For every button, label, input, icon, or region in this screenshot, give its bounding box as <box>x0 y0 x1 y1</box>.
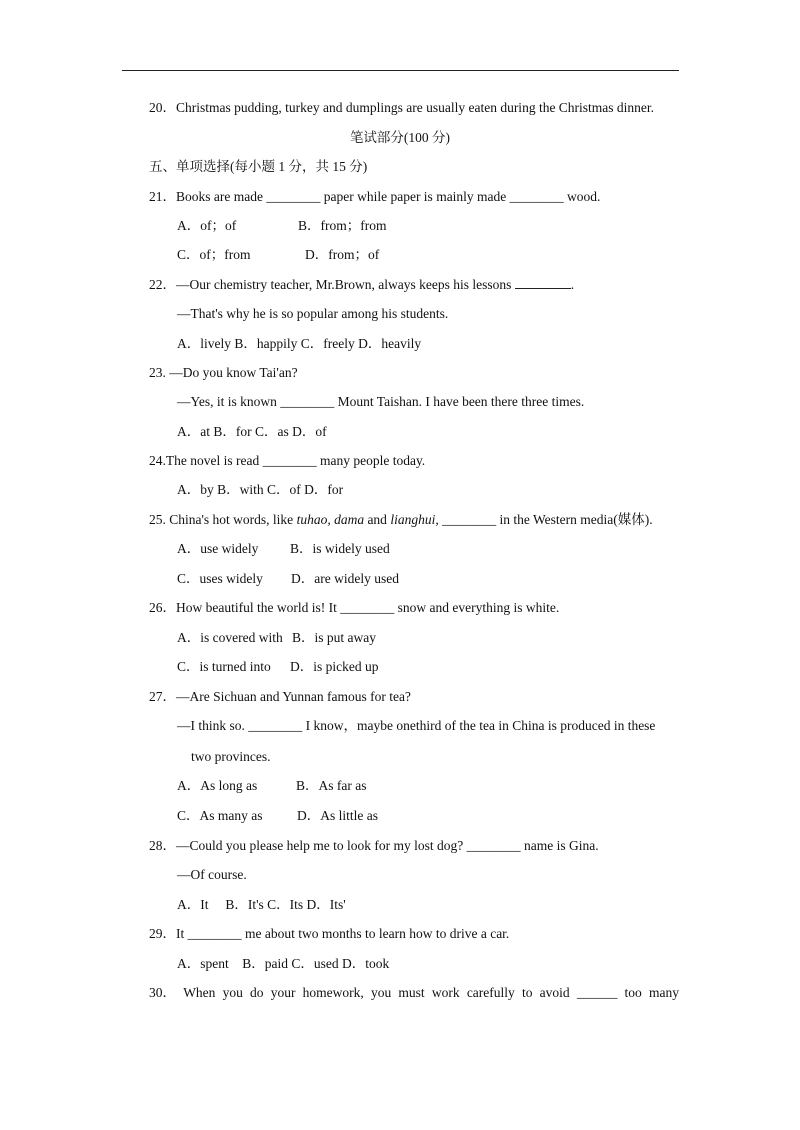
q21-option-c: C．of；from <box>177 247 251 262</box>
question-24: 24.The novel is read ________ many people today. <box>149 453 426 468</box>
question-29: 29．It ________ me about two months to learn how to drive a car. <box>149 926 510 941</box>
q28-line-2: —Of course. <box>177 867 247 882</box>
q28-options: A．It B．It's C．Its D．Its' <box>177 897 346 912</box>
q21-option-b: B．from；from <box>298 218 387 233</box>
question-23: 23. —Do you know Tai'an? <box>149 365 298 380</box>
q27-option-c: C．As many as <box>177 808 263 823</box>
q26-option-a: A．is covered with <box>177 630 283 645</box>
q27-line-2: —I think so. ________ I know，maybe onethird of the tea in China is produced in these <box>177 718 656 733</box>
q29-options: A．spent B．paid C．used D．took <box>177 956 390 971</box>
q27-option-a: A．As long as <box>177 778 258 793</box>
q24-options: A．by B．with C．of D．for <box>177 482 344 497</box>
q27-line-3: two provinces. <box>191 749 271 764</box>
q23-line-2: —Yes, it is known ________ Mount Taishan. I have been there three times. <box>177 394 585 409</box>
q27-option-d: D．As little as <box>297 808 378 823</box>
q26-option-b: B．is put away <box>292 630 376 645</box>
question-25: 25. China's hot words, like tuhao, dama and lianghui, ________ in the Western media(媒体). <box>149 512 653 527</box>
q23-options: A．at B．for C．as D．of <box>177 424 327 439</box>
question-26: 26．How beautiful the world is! It ________ snow and everything is white. <box>149 600 560 615</box>
q21-option-a: A．of；of <box>177 218 237 233</box>
answer-blank <box>515 276 571 289</box>
q26-option-c: C．is turned into <box>177 659 271 674</box>
section-title: 笔试部分(100 分) <box>349 130 451 145</box>
q27-option-b: B．As far as <box>296 778 367 793</box>
q22-line-2: —That's why he is so popular among his students. <box>177 306 449 321</box>
header-rule <box>122 70 679 71</box>
q25-option-c: C．uses widely <box>177 571 263 586</box>
q25-option-b: B．is widely used <box>290 541 390 556</box>
question-20: 20．Christmas pudding, turkey and dumplings are usually eaten during the Christmas dinner. <box>149 100 655 115</box>
q21-option-d: D．from；of <box>305 247 380 262</box>
question-30: 30． When you do your homework, you must work carefully to avoid ______ too many <box>149 985 679 1000</box>
question-28: 28．—Could you please help me to look for my lost dog? ________ name is Gina. <box>149 838 599 853</box>
q25-option-a: A．use widely <box>177 541 259 556</box>
question-21: 21．Books are made ________ paper while paper is mainly made ________ wood. <box>149 189 601 204</box>
question-22: 22．—Our chemistry teacher, Mr.Brown, always keeps his lessons . <box>149 277 575 292</box>
q26-option-d: D．is picked up <box>290 659 379 674</box>
q25-option-d: D．are widely used <box>291 571 399 586</box>
part-five-heading: 五、单项选择(每小题 1 分，共 15 分) <box>149 159 368 174</box>
question-27: 27．—Are Sichuan and Yunnan famous for tea? <box>149 689 411 704</box>
q22-options: A．lively B．happily C．freely D．heavily <box>177 336 422 351</box>
